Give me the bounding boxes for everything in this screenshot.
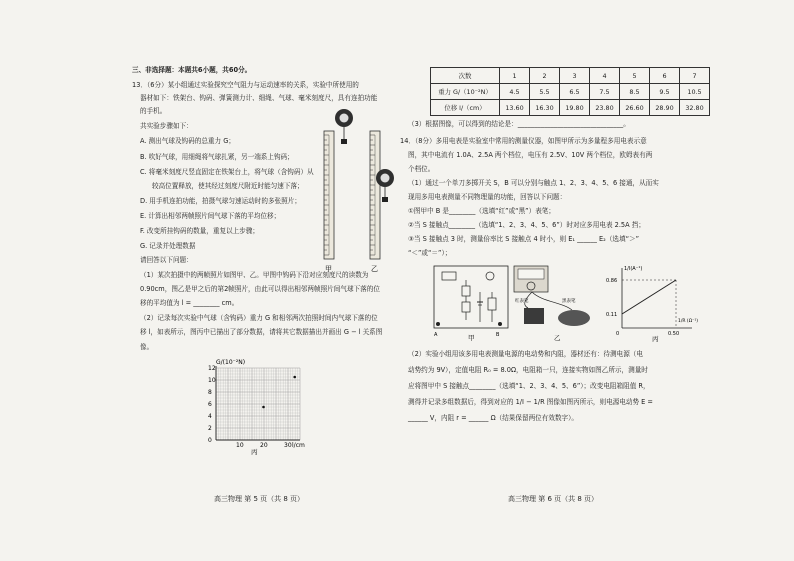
y-tick-label: 6 — [208, 401, 212, 408]
data-point — [262, 406, 265, 409]
q13-step: 较高位置释放，使其经过刻度尺附近时能匀速下落； — [152, 182, 304, 190]
q14-line: ②当 S 接触点________（选填“1、2、3、4、5、6”）时对应多用电表 2.5A 挡； — [408, 221, 645, 229]
q13-line: 器材如下：铁架台、钩码、弹簧测力计、细绳、气球、毫米刻度尺，具有连拍功能 — [140, 94, 378, 102]
ruler-jia — [324, 131, 334, 259]
table-cell: 2 — [530, 68, 560, 84]
graph-y-axis-label: 1/I(A⁻¹) — [624, 266, 643, 272]
physical-setup-figure — [512, 262, 604, 342]
table-cell: 6.5 — [560, 84, 590, 100]
table-cell: 1 — [500, 68, 530, 84]
table-cell: 7 — [680, 68, 710, 84]
footer-left: 高三物理 第 5 页（共 8 页） — [214, 495, 305, 503]
q13-step: E. 计算出相邻两帧照片间气球下落的平均位移； — [140, 212, 281, 220]
fig-caption-yi: 乙 — [554, 334, 561, 342]
table-cell: 8.5 — [620, 84, 650, 100]
table-cell: 16.30 — [530, 100, 560, 116]
q13-line: 共实验步骤如下： — [140, 122, 193, 130]
table-cell: 9.5 — [650, 84, 680, 100]
q14-line: 图，其中电流有 1.0A、2.5A 两个档位，电压有 2.5V、10V 两个档位，欧姆表有两 — [408, 151, 653, 159]
meter-label-black: 黑表笔 — [562, 299, 576, 304]
table-cell: 28.90 — [650, 100, 680, 116]
q13-sub2-line: 像。 — [140, 343, 154, 351]
multimeter-circuit-figure — [430, 262, 512, 342]
q14-line: （1）通过一个单刀多掷开关 S，B 可以分别与触点 1、2、3、4、5、6 接通，从而实 — [408, 179, 659, 187]
footer-right: 高三物理 第 6 页（共 8 页） — [508, 495, 599, 503]
table-cell: 5 — [620, 68, 650, 84]
right-page — [400, 0, 794, 561]
fit-line — [622, 280, 676, 314]
y-tick-label: 12 — [208, 365, 216, 372]
table-cell: 32.80 — [680, 100, 710, 116]
fig-caption-bing: 丙 — [652, 335, 659, 342]
x-tick-label: 20 — [260, 442, 268, 449]
table-cell: 10.5 — [680, 84, 710, 100]
origin-label: 0 — [616, 331, 620, 337]
table-header-cell: 重力 G/（10⁻²N） — [431, 84, 500, 100]
data-point — [293, 376, 296, 379]
meter-label-red: 红表笔 — [515, 299, 529, 304]
q13-step: B. 吹好气球，用细绳将气球扎紧，另一端系上钩码； — [140, 153, 294, 161]
q13-step: D. 用手机连拍功能，拍摄气球匀速运动时的多张照片； — [140, 197, 301, 205]
ruler-caption-yi: 乙 — [371, 265, 378, 273]
graph-ylabel: G/(10⁻²N) — [216, 359, 246, 366]
q14-line: 14．（8分）多用电表是实验室中常用的测量仪器，如图甲所示为多量程多用电表示意 — [400, 137, 647, 145]
ruler-caption-jia: 甲 — [325, 265, 332, 273]
ruler-photos-figure — [322, 105, 394, 275]
data-table — [430, 67, 710, 116]
inverse-current-graph — [604, 262, 698, 342]
q14-sub2-line: 测得并记录多组数据后，得到对应的 1/I − 1/R 图像如图丙所示，则电源电动势 E = — [408, 398, 653, 406]
x-tick-label: 0.50 — [668, 331, 680, 337]
q13-sub1-line: 移的平均值为 l = ________ cm。 — [140, 299, 239, 307]
y-tick-label: 0.86 — [606, 278, 618, 284]
table-cell: 3 — [560, 68, 590, 84]
table-cell: 26.60 — [620, 100, 650, 116]
q13-step: G. 记录并处理数据 — [140, 242, 196, 250]
q13-line: 的手机。 — [140, 107, 167, 115]
fig-caption-jia: 甲 — [468, 334, 475, 342]
y-tick-label: 10 — [208, 377, 216, 384]
section-heading: 三、非选择题：本题共6小题，共60分。 — [132, 66, 252, 74]
table-row — [431, 68, 710, 84]
g-l-graph — [196, 356, 314, 456]
table-cell: 7.5 — [590, 84, 620, 100]
table-cell: 5.5 — [530, 84, 560, 100]
q13-sub1-line: （1）某次拍摄中的两帧照片如图甲、乙。甲图中钩码下沿对应刻度尺的读数为 — [140, 271, 369, 279]
svg-text:A: A — [434, 332, 438, 338]
y-tick-label: 4 — [208, 413, 212, 420]
q14-sub2-line: （2）实验小组用该多用电表测量电源的电动势和内阻，器材还有：待测电源（电 — [408, 350, 643, 358]
svg-text:B: B — [496, 332, 500, 338]
balloon-jia — [335, 109, 353, 144]
graph-x-axis-label: 1/R (Ω⁻¹) — [678, 319, 698, 324]
graph-grid — [216, 368, 300, 440]
x-tick-label: 10 — [236, 442, 244, 449]
q13-line: 13．（6分）某小组通过实验探究空气阻力与运动速率的关系，实验中所使用的 — [132, 81, 359, 89]
q14-line: “＜”或“＝”）； — [408, 249, 452, 257]
table-header-cell: 次数 — [431, 68, 500, 84]
table-cell: 4 — [590, 68, 620, 84]
table-row — [431, 100, 710, 116]
q13-step: F. 改变所挂钩码的数量，重复以上步骤； — [140, 227, 260, 235]
y-tick-label: 0 — [208, 437, 212, 444]
table-row — [431, 84, 710, 100]
q14-line: ③当 S 接触点 3 时，测量倍率比 S 接触点 4 时小，则 E₁ ______ E₂（选填“＞” — [408, 235, 640, 243]
y-tick-label: 8 — [208, 389, 212, 396]
q14-line: ①图甲中 B 是________（选填“红”或“黑”）表笔； — [408, 207, 555, 215]
table-cell: 19.80 — [560, 100, 590, 116]
table-cell: 6 — [650, 68, 680, 84]
y-tick-label: 0.11 — [606, 312, 618, 318]
table-header-cell: 位移 l/（cm） — [431, 100, 500, 116]
q14-line: 个档位。 — [408, 165, 435, 173]
y-tick-label: 2 — [208, 425, 212, 432]
q13-line: 请回答以下问题： — [140, 256, 193, 264]
x-tick-label: 30 — [284, 442, 292, 449]
q13-sub2-line: （2）记录每次实验中气球（含钩码）重力 G 和相邻两次拍照时间内气球下落的位 — [140, 314, 378, 322]
graph-xlabel: l/cm — [292, 442, 305, 449]
q13-sub2-line: 移 l，如表所示，图丙中已描出了部分数据，请将其它数据描出并画出 G − l 关系图 — [140, 328, 383, 336]
q13-step: C. 将毫米刻度尺竖直固定在铁架台上，将气球（含钩码）从 — [140, 168, 314, 176]
graph-caption: 丙 — [251, 448, 258, 456]
table-cell: 4.5 — [500, 84, 530, 100]
q14-sub2-line: ______ V，内阻 r = ______ Ω（结果保留两位有效数字）。 — [408, 414, 579, 422]
q14-sub2-line: 应将图甲中 S 接触点________（选填“1、2、3、4、5、6”）；改变电阻箱阻值 R， — [408, 382, 650, 390]
q13-sub3: （3）根据图像，可以得到的结论是：________________________________。 — [408, 120, 630, 128]
table-cell: 23.80 — [590, 100, 620, 116]
table-cell: 13.60 — [500, 100, 530, 116]
q14-sub2-line: 动势约为 9V），定值电阻 R₀ = 8.0Ω，电阻箱一只，连接实物如图乙所示，测量时 — [408, 366, 648, 374]
q13-sub1-line: 0.90cm，图乙是甲之后的第2帧照片，由此可以得出相邻两帧照片间气球下落的位 — [140, 285, 380, 293]
q13-step: A. 测出气球及钩码的总重力 G； — [140, 137, 235, 145]
q14-line: 现用多用电表测量不同物理量的功能，回答以下问题： — [408, 193, 567, 201]
ruler-yi — [370, 131, 380, 259]
